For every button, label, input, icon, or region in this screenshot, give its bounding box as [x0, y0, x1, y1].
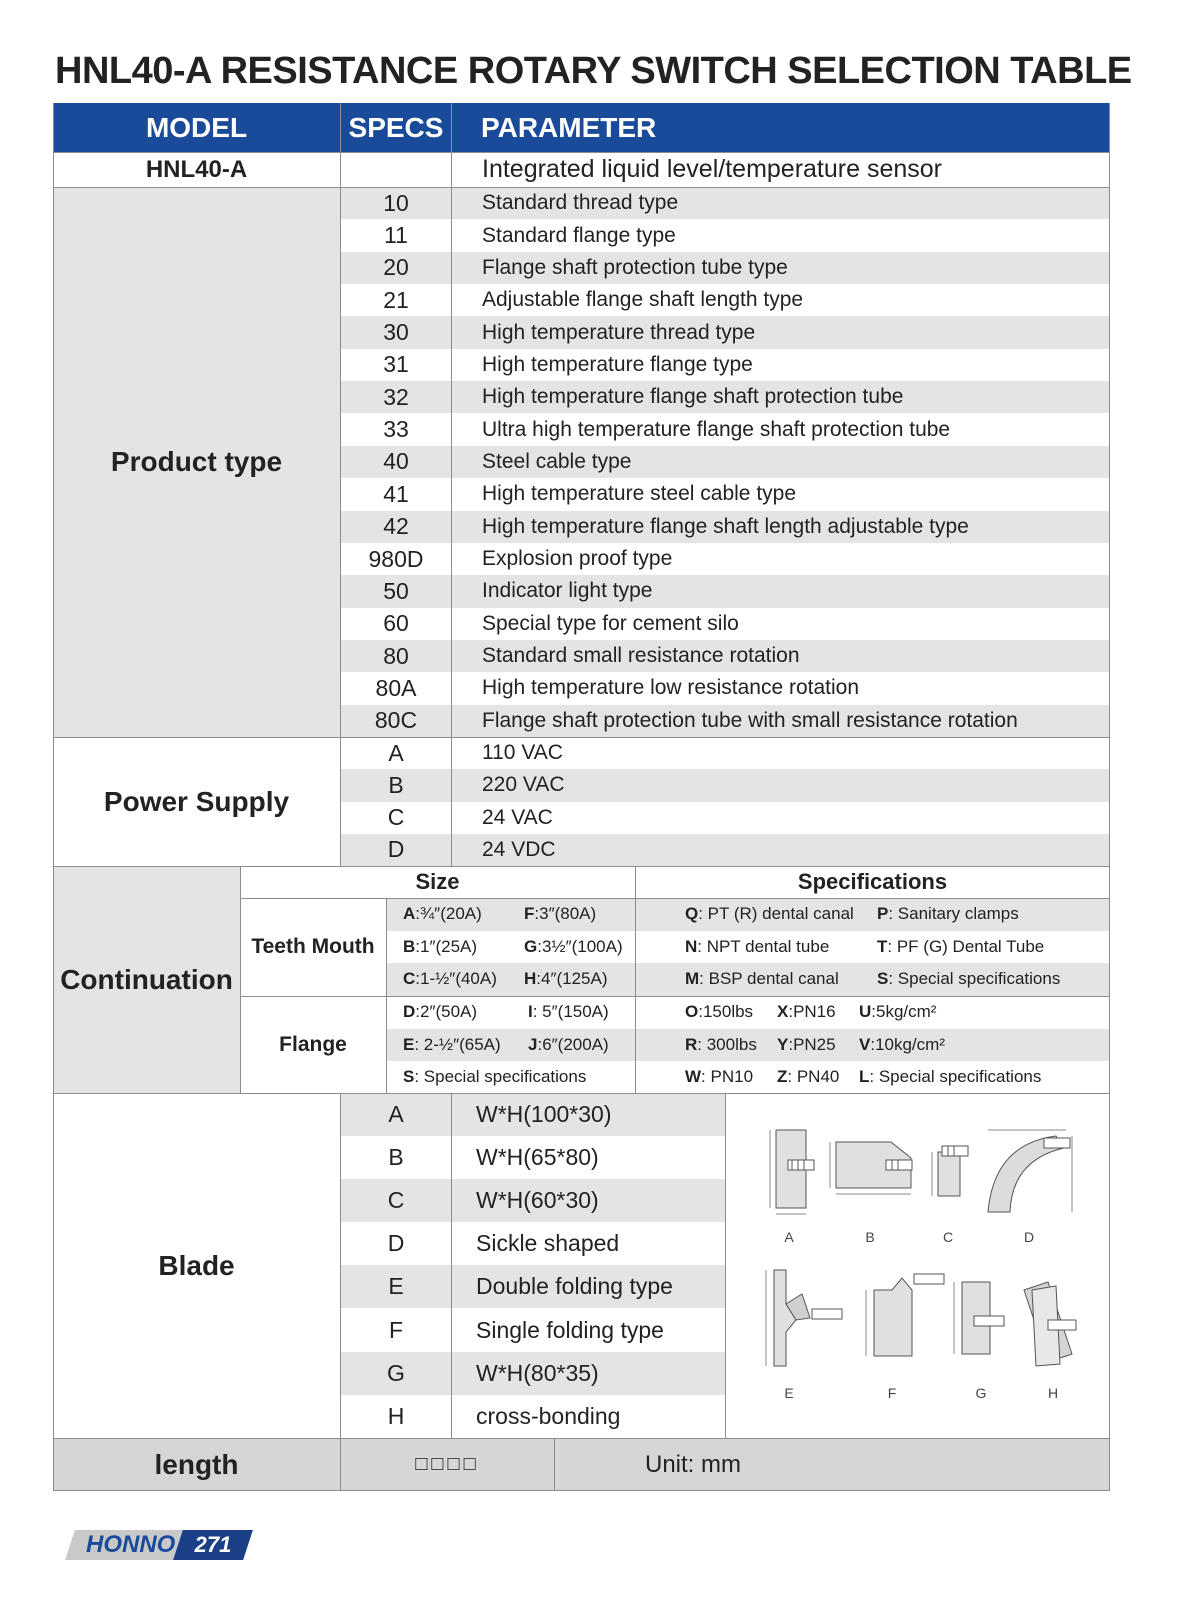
product-type-row-bg [341, 219, 1110, 251]
size-item-key: F [524, 904, 535, 924]
spec-item [777, 1029, 836, 1062]
grid-line [53, 187, 1110, 188]
product-type-code: 33 [383, 416, 409, 443]
page-title: HNL40-A RESISTANCE ROTARY SWITCH SELECTION TABLE [55, 50, 1132, 92]
header-specs [341, 103, 451, 152]
spec-item-key: Q [685, 904, 699, 924]
product-type-code: 80A [375, 674, 417, 701]
size-item [528, 1029, 609, 1062]
grid-line [340, 1093, 341, 1491]
blade-d-diagram [988, 1130, 1072, 1212]
product-type-desc: High temperature steel cable type [482, 482, 797, 506]
product-type-row-bg [341, 575, 1110, 607]
footer-brand: HONNO [86, 1531, 176, 1558]
size-item-value: :¾″(20A) [415, 904, 482, 924]
blade-desc: W*H(60*30) [476, 1187, 599, 1214]
spec-item [859, 1061, 1041, 1094]
size-item-key: S [403, 1067, 415, 1087]
power-supply-desc: 220 VAC [482, 773, 565, 797]
spec-item [859, 996, 936, 1029]
header-parameter-label: PARAMETER [481, 111, 657, 143]
specifications-header: Specifications [797, 869, 948, 894]
spec-item-key: L [859, 1067, 870, 1087]
teeth-mouth-label: Teeth Mouth [251, 935, 375, 958]
model-name: HNL40-A [145, 155, 248, 183]
spec-item [685, 1061, 753, 1094]
size-item [403, 931, 477, 964]
spec-item-value: : Sanitary clamps [888, 904, 1019, 924]
grid-line [53, 152, 1110, 153]
grid-line [725, 1093, 726, 1438]
length-code-boxes: □□□□ [415, 1453, 480, 1475]
blade-diagram-label: A [784, 1229, 794, 1245]
size-item [524, 898, 596, 931]
product-type-row-bg [341, 187, 1110, 219]
grid-line [53, 1490, 1110, 1491]
product-type-code: 32 [383, 383, 409, 410]
blade-desc: Double folding type [476, 1273, 673, 1300]
blade-code: D [387, 1230, 405, 1257]
blade-desc: Sickle shaped [476, 1230, 620, 1257]
product-type-code: 80C [374, 707, 418, 734]
size-item [524, 931, 623, 964]
spec-item-value: : NPT dental tube [697, 936, 830, 956]
power-supply-row-bg [341, 769, 1110, 801]
product-type-code: 21 [383, 286, 409, 313]
spec-item-key: X [777, 1002, 789, 1022]
size-item-value: : 5″(150A) [532, 1002, 609, 1022]
spec-item-value: :PN25 [788, 1034, 836, 1054]
product-type-code: 40 [383, 448, 409, 475]
grid-line [53, 1438, 1110, 1439]
blade-f-diagram [866, 1274, 944, 1356]
product-type-desc: High temperature flange shaft protection tube [482, 385, 904, 409]
product-type-code: 60 [383, 610, 409, 637]
blade-code: H [387, 1402, 405, 1429]
product-type-code: 11 [384, 222, 408, 249]
size-item-value: :6″(200A) [537, 1034, 609, 1054]
power-supply-row-bg [341, 802, 1110, 834]
blade-desc: W*H(65*80) [476, 1144, 599, 1171]
spec-item-key: M [685, 969, 700, 989]
size-item-key: H [524, 969, 537, 989]
blade-code: E [388, 1273, 404, 1300]
blade-diagram-label: G [975, 1385, 987, 1401]
spec-item-key: U [859, 1002, 872, 1022]
header-model-label: MODEL [145, 111, 248, 143]
spec-item-key: R [685, 1034, 698, 1054]
blade-diagram-label: C [942, 1229, 954, 1245]
spec-item [685, 963, 839, 996]
power-supply-code: B [388, 771, 404, 798]
blade-diagram-label: E [784, 1385, 794, 1401]
header-parameter [452, 103, 1110, 152]
product-type-desc: Explosion proof type [482, 547, 673, 571]
blade-code: G [387, 1359, 405, 1386]
spec-item-value: :150lbs [698, 1002, 754, 1022]
blade-code: A [388, 1101, 404, 1128]
spec-item-key: P [877, 904, 889, 924]
grid-line [1109, 103, 1110, 1491]
product-type-desc: Standard thread type [482, 191, 679, 215]
product-type-code: 31 [383, 351, 409, 378]
grid-line [53, 1093, 1110, 1094]
product-type-row-bg [341, 446, 1110, 478]
blade-a-diagram [770, 1130, 814, 1214]
blade-diagram-label: D [1023, 1229, 1035, 1245]
spec-item-value: :10kg/cm² [870, 1034, 945, 1054]
size-item-value: :1-½″(40A) [415, 969, 497, 989]
size-item-key: E [403, 1034, 415, 1054]
spec-item-key: S [877, 969, 889, 989]
power-supply-row-bg [341, 834, 1110, 866]
blade-diagram-label: B [865, 1229, 875, 1245]
blade-g-diagram [954, 1282, 1004, 1354]
blade-label: Blade [158, 1249, 235, 1281]
product-type-code: 10 [383, 189, 409, 216]
blade-diagram [726, 1094, 1109, 1437]
spec-item-value: : Special specifications [869, 1067, 1042, 1087]
blade-e-diagram [766, 1270, 842, 1366]
power-supply-code: D [387, 836, 405, 863]
product-type-desc: Flange shaft protection tube with small resistance rotation [482, 708, 1018, 732]
product-type-desc: Adjustable flange shaft length type [482, 288, 804, 312]
size-item-key: C [403, 969, 416, 989]
grid-line [340, 103, 341, 866]
spec-item-value: : PN40 [787, 1067, 840, 1087]
power-supply-code: C [387, 804, 405, 831]
spec-item-value: :5kg/cm² [871, 1002, 937, 1022]
spec-item-value: : PT (R) dental canal [698, 904, 854, 924]
blade-code: F [388, 1316, 404, 1343]
size-item-value: : 2-½″(65A) [414, 1034, 501, 1054]
grid-line [451, 103, 452, 866]
size-item-key: D [403, 1002, 416, 1022]
spec-item-key: Y [777, 1034, 789, 1054]
spec-item-value: : BSP dental canal [699, 969, 839, 989]
spec-item-value: : PN10 [701, 1067, 754, 1087]
product-type-code: 41 [383, 480, 409, 507]
spec-item-key: Z [777, 1067, 788, 1087]
power-supply-desc: 24 VAC [482, 805, 553, 829]
size-item-value: :2″(50A) [415, 1002, 478, 1022]
size-item [528, 996, 609, 1029]
product-type-desc: Standard flange type [482, 223, 676, 247]
spec-item [877, 931, 1044, 964]
spec-item [877, 898, 1019, 931]
size-item-key: I [528, 1002, 533, 1022]
spec-item [859, 1029, 945, 1062]
size-item-value: :1″(25A) [415, 936, 478, 956]
spec-item-value: :PN16 [788, 1002, 836, 1022]
spec-item [685, 898, 854, 931]
size-item-key: B [403, 936, 416, 956]
size-item-key: G [524, 936, 538, 956]
spec-item-key: V [859, 1034, 871, 1054]
model-parameter: Integrated liquid level/temperature sensor [482, 155, 942, 183]
blade-code: C [387, 1187, 405, 1214]
size-item [403, 898, 482, 931]
header-model [53, 103, 340, 152]
grid-line [240, 898, 1110, 899]
grid-line [240, 996, 1110, 997]
product-type-desc: Indicator light type [482, 579, 653, 603]
spec-item-key: N [685, 936, 698, 956]
spec-item [685, 996, 753, 1029]
spec-item-key: T [877, 936, 888, 956]
product-type-desc: Steel cable type [482, 449, 632, 473]
blade-desc: W*H(80*35) [476, 1359, 599, 1386]
grid-line [240, 866, 241, 1093]
product-type-code: 80 [383, 642, 409, 669]
size-item [403, 1029, 501, 1062]
product-type-code: 980D [368, 545, 424, 572]
blade-code: B [388, 1144, 404, 1171]
product-type-code: 50 [383, 577, 409, 604]
spec-item [685, 931, 829, 964]
size-item-value: :3½″(100A) [537, 936, 623, 956]
length-label: length [154, 1448, 239, 1480]
product-type-desc: High temperature low resistance rotation [482, 676, 860, 700]
product-type-code: 20 [383, 254, 409, 281]
product-type-label: Product type [110, 446, 283, 477]
spec-item-value: : PF (G) Dental Tube [887, 936, 1045, 956]
size-item-key: A [403, 904, 416, 924]
power-supply-row-bg [341, 737, 1110, 769]
grid-line [554, 1438, 555, 1490]
blade-desc: Single folding type [476, 1316, 664, 1343]
product-type-desc: Special type for cement silo [482, 611, 739, 635]
product-type-desc: Standard small resistance rotation [482, 644, 800, 668]
spec-item [877, 963, 1060, 996]
power-supply-desc: 110 VAC [482, 741, 563, 765]
blade-desc: cross-bonding [476, 1402, 621, 1429]
length-unit: Unit: mm [645, 1450, 741, 1478]
blade-h-diagram [1024, 1282, 1076, 1366]
product-type-code: 30 [383, 319, 409, 346]
spec-item-key: O [685, 1002, 699, 1022]
product-type-desc: High temperature thread type [482, 320, 756, 344]
size-item [403, 996, 477, 1029]
product-type-desc: High temperature flange shaft length adjustable type [482, 514, 969, 538]
grid-line [53, 737, 1110, 738]
spec-item [777, 996, 836, 1029]
grid-line [386, 898, 387, 1093]
power-supply-label: Power Supply [103, 785, 290, 817]
page-number: 271 [194, 1532, 232, 1557]
size-item-key: J [528, 1034, 538, 1054]
product-type-desc: High temperature flange type [482, 352, 753, 376]
product-type-code: 42 [383, 513, 409, 540]
flange-label: Flange [279, 1032, 347, 1056]
spec-item [685, 1029, 757, 1062]
spec-item-value: : 300lbs [697, 1034, 757, 1054]
blade-diagram-label: H [1047, 1385, 1059, 1401]
grid-line [635, 866, 636, 1093]
grid-line [53, 103, 54, 1491]
spec-item-value: : Special specifications [888, 969, 1061, 989]
blade-b-diagram [830, 1142, 912, 1194]
power-supply-desc: 24 VDC [482, 837, 556, 861]
product-type-desc: Flange shaft protection tube type [482, 255, 788, 279]
size-header: Size [415, 869, 460, 894]
size-item-value: : Special specifications [414, 1067, 587, 1087]
blade-c-diagram [932, 1146, 968, 1196]
grid-line [53, 866, 1110, 867]
header-specs-label: SPECS [348, 111, 444, 143]
grid-line [451, 1093, 452, 1438]
size-item [403, 963, 497, 996]
power-supply-code: A [388, 739, 404, 766]
blade-desc: W*H(100*30) [476, 1101, 612, 1128]
spec-item-key: W [685, 1067, 702, 1087]
continuation-label: Continuation [60, 963, 233, 995]
product-type-row-bg [341, 543, 1110, 575]
size-item-value: :3″(80A) [534, 904, 597, 924]
size-item [403, 1061, 586, 1094]
size-item-value: :4″(125A) [536, 969, 608, 989]
product-type-desc: Ultra high temperature flange shaft protection tube [482, 417, 951, 441]
size-item [524, 963, 608, 996]
blade-diagram-label: F [887, 1385, 897, 1401]
spec-item [777, 1061, 839, 1094]
